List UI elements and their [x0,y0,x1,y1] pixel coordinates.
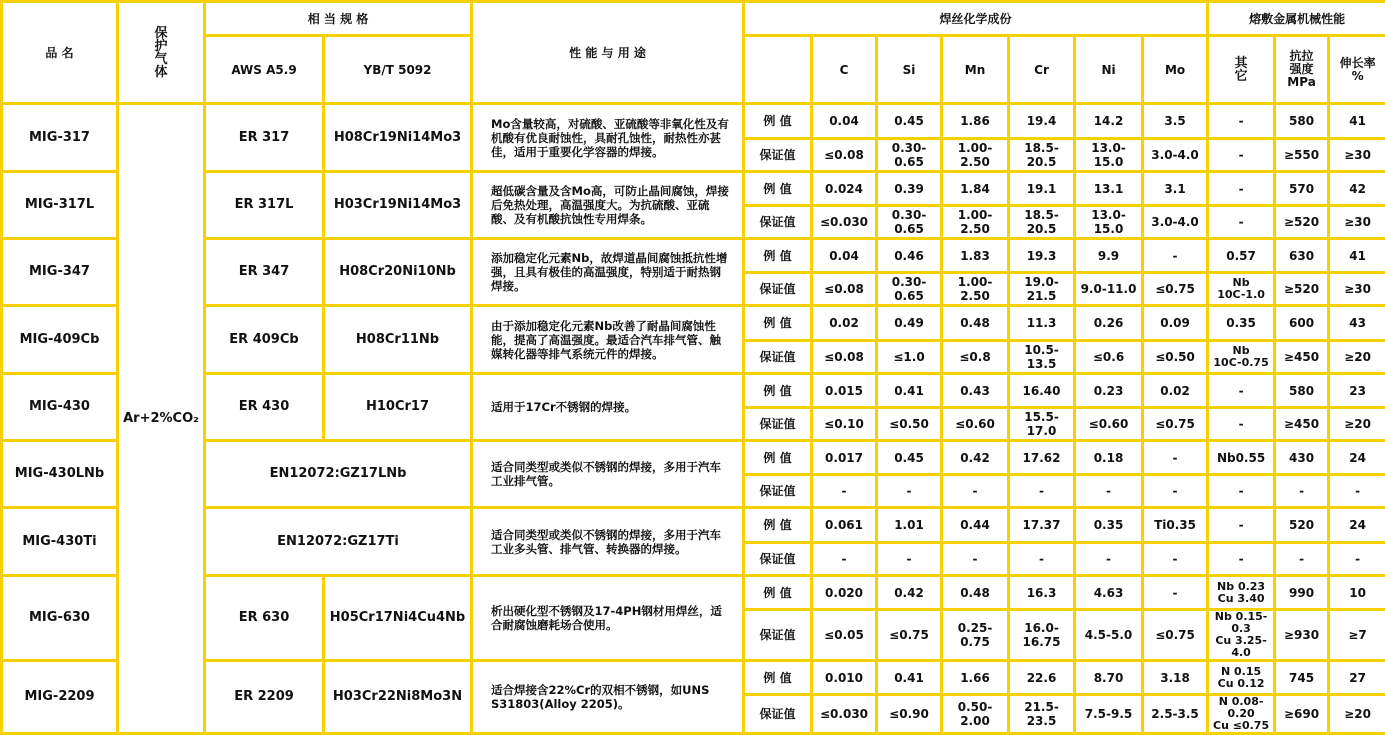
guaranteed-other-value: Nb 0.15-0.3 Cu 3.25-4.0 [1208,610,1275,661]
typical-el-value: 41 [1329,239,1385,273]
typical-other-value: Nb0.55 [1208,441,1275,475]
guaranteed-cr-value: 18.5-20.5 [1009,206,1075,239]
typical-mn-value: 1.86 [942,104,1009,139]
typical-other-value: - [1208,172,1275,206]
guaranteed-mn-value: ≤0.60 [942,408,1009,441]
spec-aws: ER 347 [205,239,324,306]
typical-cr-value: 19.3 [1009,239,1075,273]
spec-en12072: EN12072:GZ17LNb [205,441,472,508]
typical-c-value: 0.04 [812,239,877,273]
guaranteed-mo-value: 3.0-4.0 [1143,206,1208,239]
guaranteed-ts-value: ≥520 [1275,273,1329,306]
header-aws: AWS A5.9 [205,36,324,104]
guaranteed-c-value: ≤0.030 [812,695,877,734]
typical-label: 例 值 [744,104,812,139]
spec-ybt: H08Cr20Ni10Nb [324,239,472,306]
performance-description: Mo含量较高，对硫酸、亚硫酸等非氧化性及有机酸有优良耐蚀性，具耐孔蚀性，耐热性亦甚佳，适用于重要化学容器的焊接。 [472,104,744,172]
typical-cr-value: 16.3 [1009,576,1075,610]
guaranteed-other-value: N 0.08-0.20 Cu ≤0.75 [1208,695,1275,734]
performance-description: 超低碳含量及含Mo高，可防止晶间腐蚀，焊接后免热处理，高温强度大。为抗硫酸、亚硫酸、及有机酸抗蚀性专用焊条。 [472,172,744,239]
guaranteed-ni-value: - [1075,475,1143,508]
typical-ts-value: 520 [1275,508,1329,543]
typical-si-value: 0.42 [877,576,942,610]
typical-mn-value: 0.43 [942,374,1009,408]
typical-mo-value: 3.5 [1143,104,1208,139]
typical-si-value: 0.41 [877,374,942,408]
guaranteed-cr-value: 19.0-21.5 [1009,273,1075,306]
table-row [2,441,1385,475]
typical-other-value: - [1208,508,1275,543]
typical-si-value: 0.46 [877,239,942,273]
typical-mo-value: - [1143,576,1208,610]
guaranteed-el-value: ≥30 [1329,139,1385,172]
guaranteed-ni-value: ≤0.60 [1075,408,1143,441]
typical-ni-value: 13.1 [1075,172,1143,206]
guaranteed-mn-value: 1.00-2.50 [942,139,1009,172]
guaranteed-cr-value: - [1009,543,1075,576]
typical-cr-value: 17.37 [1009,508,1075,543]
product-name: MIG-430 [2,374,118,441]
typical-el-value: 41 [1329,104,1385,139]
guaranteed-cr-value: 16.0-16.75 [1009,610,1075,661]
guaranteed-c-value: - [812,543,877,576]
guaranteed-ni-value: ≤0.6 [1075,341,1143,374]
typical-other-value: N 0.15 Cu 0.12 [1208,661,1275,695]
typical-ts-value: 430 [1275,441,1329,475]
guaranteed-si-value: ≤0.50 [877,408,942,441]
product-name: MIG-630 [2,576,118,661]
typical-c-value: 0.015 [812,374,877,408]
shield-gas-value: Ar+2%CO₂ [118,104,205,734]
typical-mo-value: 3.18 [1143,661,1208,695]
product-name: MIG-317 [2,104,118,172]
typical-mo-value: - [1143,239,1208,273]
guaranteed-ni-value: 13.0-15.0 [1075,139,1143,172]
typical-mo-value: 0.02 [1143,374,1208,408]
typical-ts-value: 745 [1275,661,1329,695]
header-blank [744,36,812,104]
typical-c-value: 0.024 [812,172,877,206]
guaranteed-label: 保证值 [744,273,812,306]
guaranteed-si-value: 0.30-0.65 [877,206,942,239]
typical-ni-value: 0.23 [1075,374,1143,408]
header-elongation: 伸长率 % [1329,36,1385,104]
typical-mn-value: 1.84 [942,172,1009,206]
performance-description: 添加稳定化元素Nb，故焊道晶间腐蚀抵抗性增强，且具有极佳的高温强度，特别适于耐热钢焊接。 [472,239,744,306]
spec-ybt: H05Cr17Ni4Cu4Nb [324,576,472,661]
typical-ni-value: 4.63 [1075,576,1143,610]
guaranteed-mo-value: - [1143,543,1208,576]
guaranteed-si-value: 0.30-0.65 [877,273,942,306]
typical-el-value: 42 [1329,172,1385,206]
guaranteed-mn-value: ≤0.8 [942,341,1009,374]
guaranteed-si-value: ≤0.75 [877,610,942,661]
guaranteed-mo-value: 3.0-4.0 [1143,139,1208,172]
guaranteed-el-value: - [1329,543,1385,576]
typical-mo-value: - [1143,441,1208,475]
guaranteed-mn-value: 0.25-0.75 [942,610,1009,661]
typical-si-value: 0.39 [877,172,942,206]
typical-ts-value: 990 [1275,576,1329,610]
product-name: MIG-347 [2,239,118,306]
guaranteed-ni-value: 4.5-5.0 [1075,610,1143,661]
guaranteed-mo-value: ≤0.75 [1143,610,1208,661]
typical-el-value: 27 [1329,661,1385,695]
header-si: Si [877,36,942,104]
guaranteed-label: 保证值 [744,206,812,239]
header-tensile: 抗拉 强度 MPa [1275,36,1329,104]
spec-ybt: H08Cr11Nb [324,306,472,374]
guaranteed-other-value: - [1208,543,1275,576]
typical-other-value: 0.35 [1208,306,1275,341]
typical-el-value: 24 [1329,508,1385,543]
guaranteed-ts-value: - [1275,475,1329,508]
typical-mn-value: 1.66 [942,661,1009,695]
typical-el-value: 23 [1329,374,1385,408]
typical-cr-value: 22.6 [1009,661,1075,695]
guaranteed-mn-value: - [942,543,1009,576]
performance-description: 适合焊接含22%Cr的双相不锈钢，如UNS S31803(Alloy 2205)。 [472,661,744,734]
spec-aws: ER 630 [205,576,324,661]
guaranteed-si-value: ≤0.90 [877,695,942,734]
guaranteed-label: 保证值 [744,475,812,508]
guaranteed-cr-value: 21.5-23.5 [1009,695,1075,734]
guaranteed-c-value: ≤0.030 [812,206,877,239]
typical-ni-value: 0.26 [1075,306,1143,341]
spec-aws: ER 317L [205,172,324,239]
table-row [2,508,1385,543]
guaranteed-el-value: ≥20 [1329,695,1385,734]
typical-other-value: Nb 0.23 Cu 3.40 [1208,576,1275,610]
spec-aws: ER 409Cb [205,306,324,374]
typical-label: 例 值 [744,508,812,543]
typical-mn-value: 0.48 [942,576,1009,610]
typical-ni-value: 14.2 [1075,104,1143,139]
guaranteed-mn-value: - [942,475,1009,508]
product-name: MIG-2209 [2,661,118,734]
guaranteed-ts-value: ≥690 [1275,695,1329,734]
guaranteed-si-value: - [877,543,942,576]
typical-c-value: 0.02 [812,306,877,341]
product-name: MIG-430Ti [2,508,118,576]
header-mechanical: 熔敷金属机械性能 [1208,2,1385,36]
table-row [2,306,1385,341]
typical-ts-value: 570 [1275,172,1329,206]
typical-label: 例 值 [744,661,812,695]
guaranteed-other-value: Nb 10C-1.0 [1208,273,1275,306]
typical-label: 例 值 [744,172,812,206]
spec-ybt: H03Cr22Ni8Mo3N [324,661,472,734]
typical-c-value: 0.020 [812,576,877,610]
guaranteed-label: 保证值 [744,341,812,374]
guaranteed-ts-value: ≥550 [1275,139,1329,172]
guaranteed-el-value: ≥30 [1329,206,1385,239]
header-mo: Mo [1143,36,1208,104]
header-product: 品 名 [2,2,118,104]
header-ybt: YB/T 5092 [324,36,472,104]
typical-cr-value: 11.3 [1009,306,1075,341]
table-row [2,172,1385,206]
typical-mn-value: 0.48 [942,306,1009,341]
spec-ybt: H03Cr19Ni14Mo3 [324,172,472,239]
spec-aws: ER 317 [205,104,324,172]
header-mn: Mn [942,36,1009,104]
table-row [2,661,1385,695]
typical-cr-value: 16.40 [1009,374,1075,408]
typical-ts-value: 600 [1275,306,1329,341]
guaranteed-ts-value: ≥450 [1275,408,1329,441]
guaranteed-c-value: ≤0.08 [812,273,877,306]
typical-other-value: - [1208,374,1275,408]
performance-description: 适合同类型或类似不锈钢的焊接，多用于汽车工业多头管、排气管、转换器的焊接。 [472,508,744,576]
guaranteed-el-value: ≥7 [1329,610,1385,661]
guaranteed-label: 保证值 [744,139,812,172]
typical-mo-value: 0.09 [1143,306,1208,341]
guaranteed-ts-value: - [1275,543,1329,576]
guaranteed-c-value: ≤0.05 [812,610,877,661]
spec-aws: ER 2209 [205,661,324,734]
header-equivalent: 相 当 规 格 [205,2,472,36]
table-row [2,374,1385,408]
guaranteed-mn-value: 1.00-2.50 [942,273,1009,306]
guaranteed-c-value: - [812,475,877,508]
typical-label: 例 值 [744,306,812,341]
typical-el-value: 10 [1329,576,1385,610]
typical-si-value: 0.49 [877,306,942,341]
typical-other-value: 0.57 [1208,239,1275,273]
guaranteed-ts-value: ≥520 [1275,206,1329,239]
header-other: 其 它 [1208,36,1275,104]
guaranteed-mo-value: ≤0.75 [1143,408,1208,441]
guaranteed-mo-value: ≤0.75 [1143,273,1208,306]
guaranteed-el-value: ≥20 [1329,341,1385,374]
typical-mo-value: 3.1 [1143,172,1208,206]
header-chemistry: 焊丝化学成份 [744,2,1208,36]
typical-cr-value: 17.62 [1009,441,1075,475]
typical-label: 例 值 [744,239,812,273]
guaranteed-c-value: ≤0.08 [812,139,877,172]
guaranteed-label: 保证值 [744,695,812,734]
product-name: MIG-430LNb [2,441,118,508]
guaranteed-other-value: - [1208,206,1275,239]
typical-mn-value: 0.44 [942,508,1009,543]
guaranteed-ts-value: ≥930 [1275,610,1329,661]
guaranteed-ni-value: - [1075,543,1143,576]
guaranteed-other-value: Nb 10C-0.75 [1208,341,1275,374]
product-name: MIG-409Cb [2,306,118,374]
typical-c-value: 0.017 [812,441,877,475]
spec-ybt: H08Cr19Ni14Mo3 [324,104,472,172]
typical-mo-value: Ti0.35 [1143,508,1208,543]
performance-description: 由于添加稳定化元素Nb改善了耐晶间腐蚀性能，提高了高温强度。最适合汽车排气管、触媒转化器等排气系统元件的焊接。 [472,306,744,374]
header-performance: 性 能 与 用 途 [472,2,744,104]
typical-cr-value: 19.1 [1009,172,1075,206]
guaranteed-label: 保证值 [744,610,812,661]
header-cr: Cr [1009,36,1075,104]
spec-ybt: H10Cr17 [324,374,472,441]
guaranteed-label: 保证值 [744,408,812,441]
guaranteed-cr-value: - [1009,475,1075,508]
guaranteed-mo-value: 2.5-3.5 [1143,695,1208,734]
typical-label: 例 值 [744,374,812,408]
guaranteed-other-value: - [1208,475,1275,508]
guaranteed-si-value: 0.30-0.65 [877,139,942,172]
table-row [2,104,1385,139]
guaranteed-el-value: ≥20 [1329,408,1385,441]
guaranteed-si-value: - [877,475,942,508]
typical-si-value: 1.01 [877,508,942,543]
guaranteed-c-value: ≤0.10 [812,408,877,441]
spec-en12072: EN12072:GZ17Ti [205,508,472,576]
typical-c-value: 0.061 [812,508,877,543]
guaranteed-label: 保证值 [744,543,812,576]
typical-ni-value: 8.70 [1075,661,1143,695]
typical-ts-value: 580 [1275,374,1329,408]
guaranteed-ni-value: 13.0-15.0 [1075,206,1143,239]
performance-description: 适合同类型或类似不锈钢的焊接，多用于汽车工业排气管。 [472,441,744,508]
guaranteed-c-value: ≤0.08 [812,341,877,374]
typical-ts-value: 630 [1275,239,1329,273]
guaranteed-cr-value: 18.5-20.5 [1009,139,1075,172]
guaranteed-mn-value: 0.50-2.00 [942,695,1009,734]
guaranteed-ni-value: 9.0-11.0 [1075,273,1143,306]
guaranteed-cr-value: 15.5-17.0 [1009,408,1075,441]
typical-ni-value: 0.18 [1075,441,1143,475]
guaranteed-mo-value: - [1143,475,1208,508]
typical-ni-value: 9.9 [1075,239,1143,273]
guaranteed-other-value: - [1208,139,1275,172]
guaranteed-other-value: - [1208,408,1275,441]
performance-description: 析出硬化型不锈钢及17-4PH钢材用焊丝，适合耐腐蚀磨耗场合使用。 [472,576,744,661]
guaranteed-ts-value: ≥450 [1275,341,1329,374]
typical-el-value: 43 [1329,306,1385,341]
product-name: MIG-317L [2,172,118,239]
typical-ni-value: 0.35 [1075,508,1143,543]
guaranteed-si-value: ≤1.0 [877,341,942,374]
typical-label: 例 值 [744,576,812,610]
guaranteed-el-value: ≥30 [1329,273,1385,306]
header-c: C [812,36,877,104]
guaranteed-mo-value: ≤0.50 [1143,341,1208,374]
typical-c-value: 0.010 [812,661,877,695]
typical-el-value: 24 [1329,441,1385,475]
header-ni: Ni [1075,36,1143,104]
typical-ts-value: 580 [1275,104,1329,139]
guaranteed-ni-value: 7.5-9.5 [1075,695,1143,734]
typical-si-value: 0.45 [877,441,942,475]
performance-description: 适用于17Cr不锈钢的焊接。 [472,374,744,441]
typical-mn-value: 1.83 [942,239,1009,273]
spec-aws: ER 430 [205,374,324,441]
guaranteed-mn-value: 1.00-2.50 [942,206,1009,239]
typical-mn-value: 0.42 [942,441,1009,475]
typical-c-value: 0.04 [812,104,877,139]
guaranteed-cr-value: 10.5-13.5 [1009,341,1075,374]
typical-cr-value: 19.4 [1009,104,1075,139]
guaranteed-el-value: - [1329,475,1385,508]
table-row [2,576,1385,610]
typical-label: 例 值 [744,441,812,475]
typical-si-value: 0.41 [877,661,942,695]
table-row [2,239,1385,273]
typical-si-value: 0.45 [877,104,942,139]
typical-other-value: - [1208,104,1275,139]
header-shield-gas: 保 护 气 体 [118,2,205,104]
